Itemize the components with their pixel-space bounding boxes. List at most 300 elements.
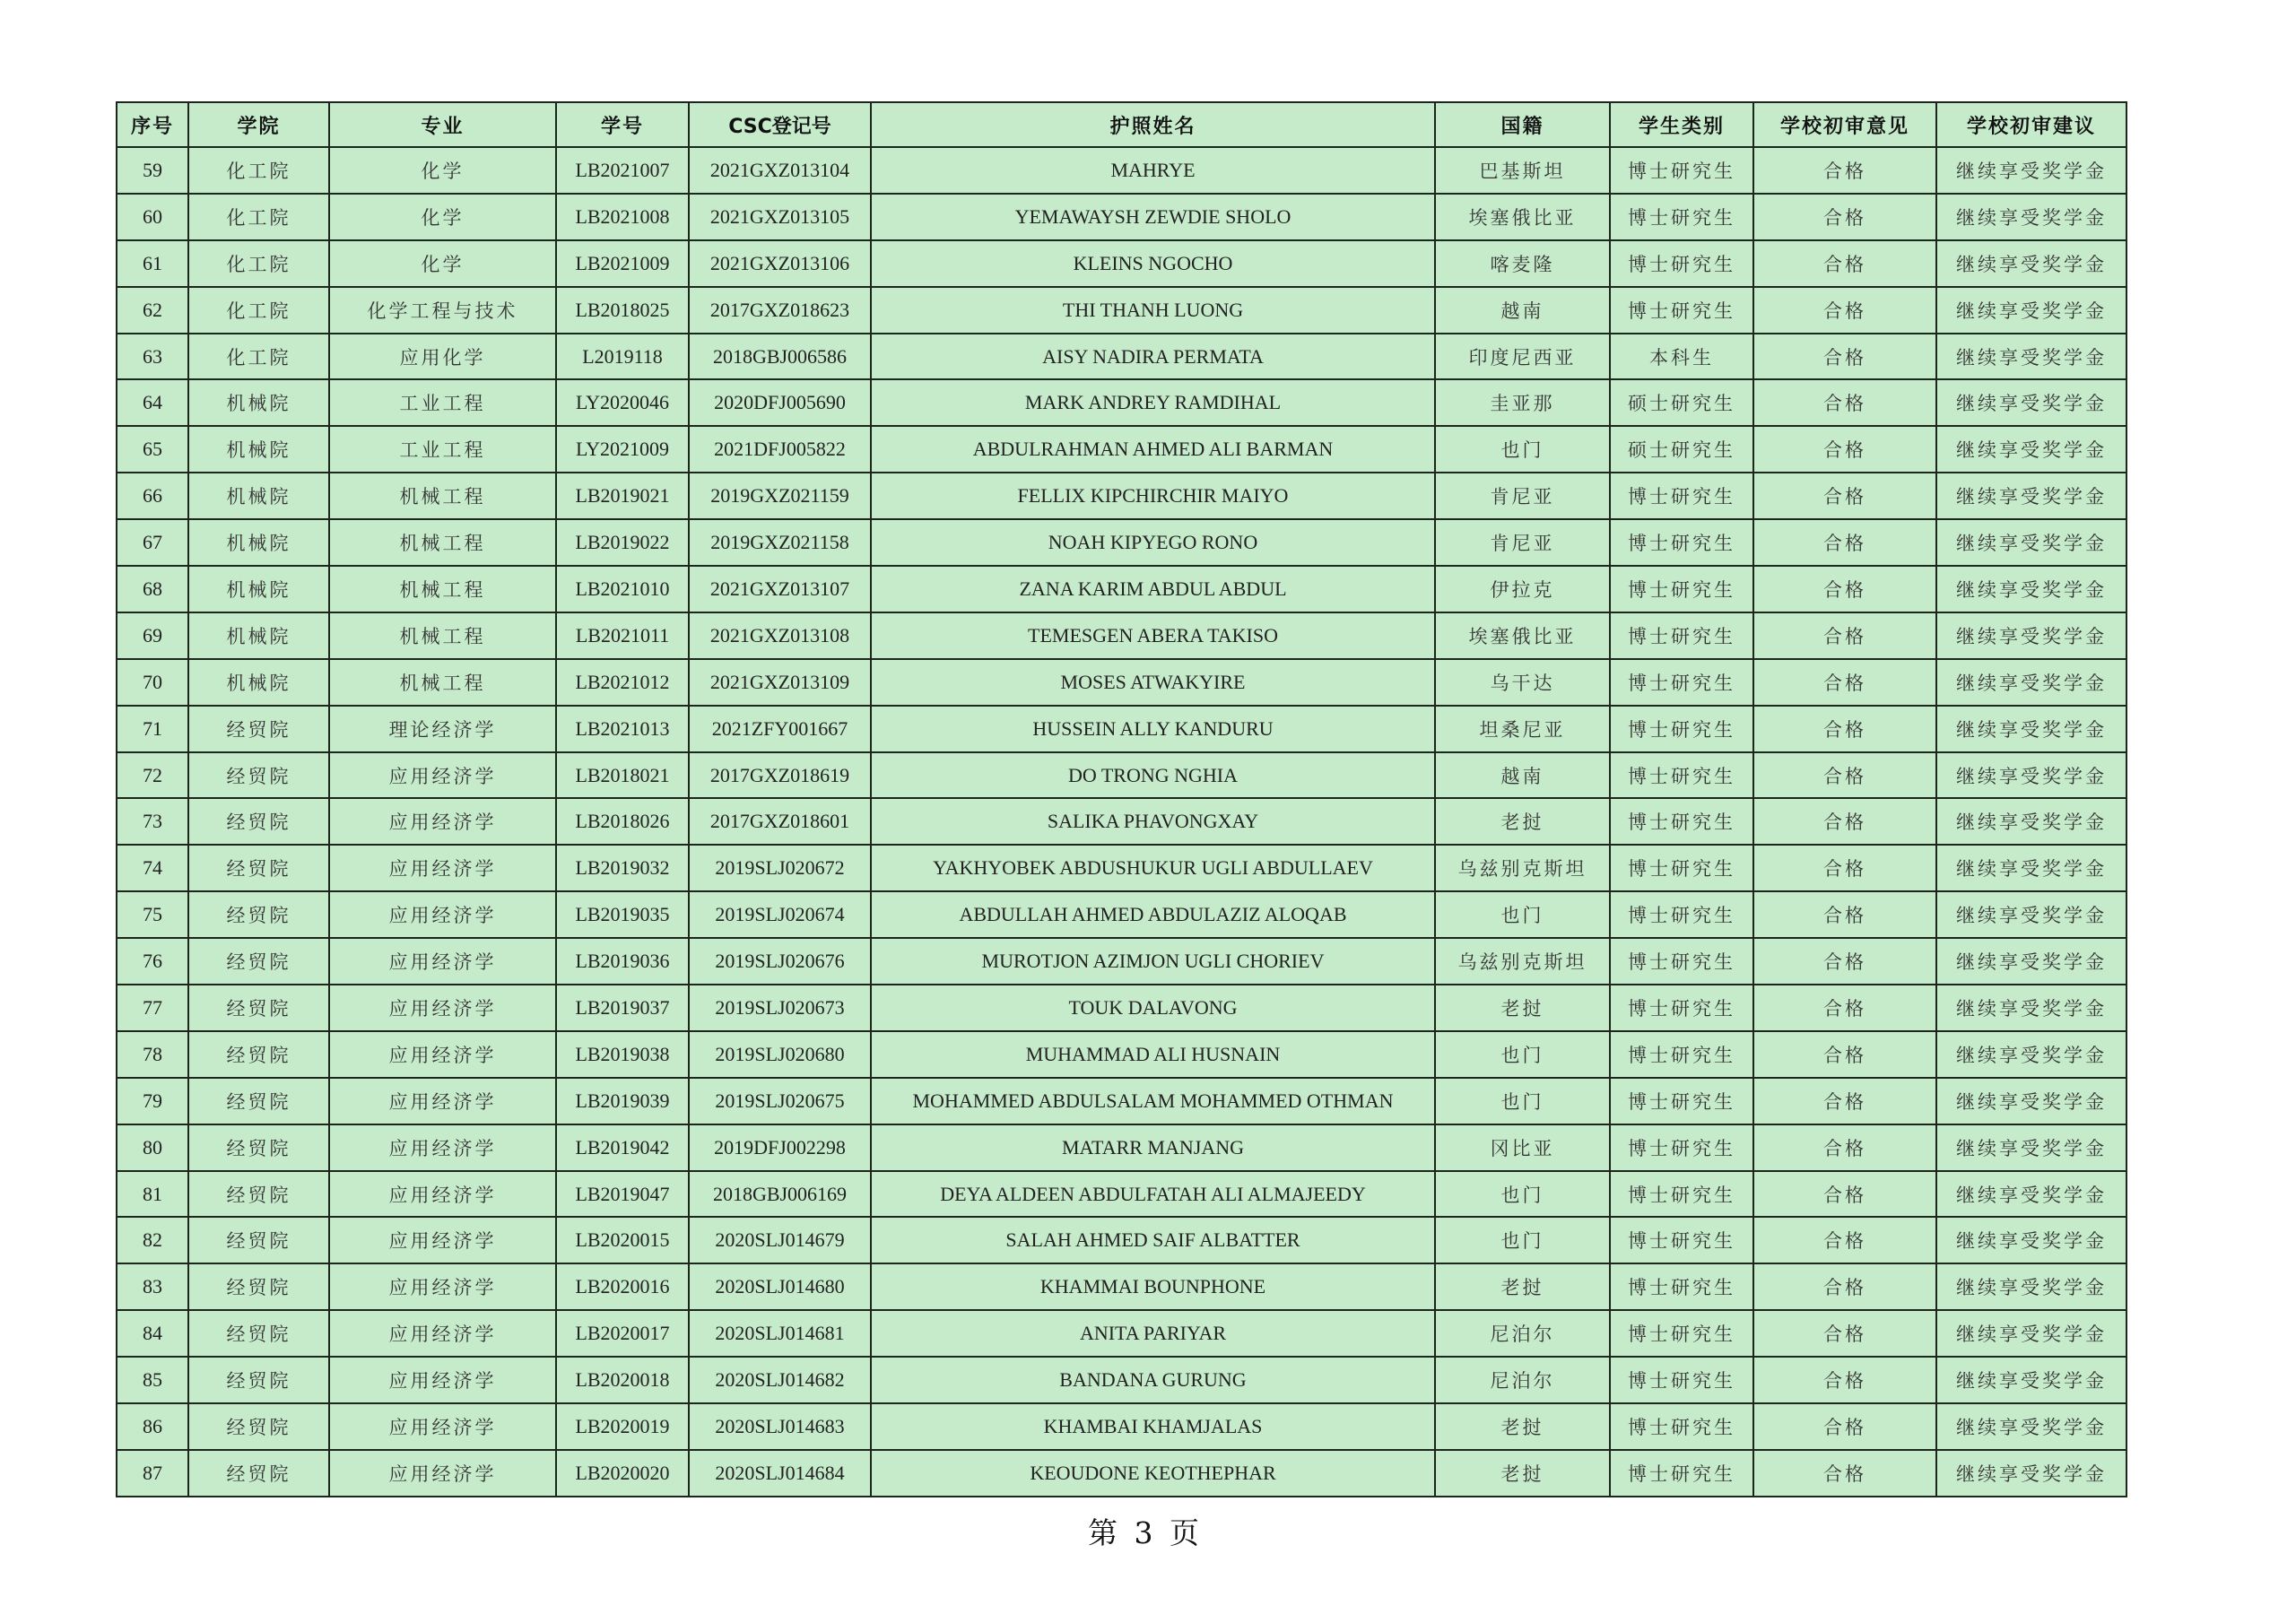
student-category-cell: 硕士研究生	[1610, 426, 1753, 473]
review-suggestion-cell: 继续享受奖学金	[1936, 1217, 2126, 1263]
review-opinion-cell: 合格	[1753, 287, 1936, 334]
table-row	[117, 147, 2126, 194]
student-category-cell: 博士研究生	[1610, 566, 1753, 612]
header-passport-name: 护照姓名	[871, 102, 1435, 147]
nationality-cell: 越南	[1435, 287, 1610, 334]
nationality-cell: 喀麦隆	[1435, 240, 1610, 287]
nationality-cell: 也门	[1435, 1078, 1610, 1124]
passport-name-cell: THI THANH LUONG	[871, 287, 1435, 334]
review-suggestion-cell: 继续享受奖学金	[1936, 1124, 2126, 1171]
table-row	[117, 1403, 2126, 1450]
csc-number-cell: 2019SLJ020674	[689, 891, 871, 938]
table-row	[117, 240, 2126, 287]
student-id-cell: LB2019038	[556, 1031, 689, 1078]
student-id-cell: LB2020020	[556, 1450, 689, 1497]
student-category-cell: 博士研究生	[1610, 938, 1753, 985]
serial-number-cell: 61	[117, 240, 188, 287]
passport-name-cell: FELLIX KIPCHIRCHIR MAIYO	[871, 473, 1435, 519]
student-category-cell: 博士研究生	[1610, 1124, 1753, 1171]
page-number-text: 第 3 页	[1088, 1515, 1199, 1550]
student-id-cell: LB2019037	[556, 985, 689, 1031]
passport-name-cell: DEYA ALDEEN ABDULFATAH ALI ALMAJEEDY	[871, 1171, 1435, 1218]
table-row	[117, 659, 2126, 706]
student-id-cell: LB2019042	[556, 1124, 689, 1171]
nationality-cell: 印度尼西亚	[1435, 334, 1610, 380]
review-opinion-cell: 合格	[1753, 194, 1936, 240]
nationality-cell: 老挝	[1435, 1403, 1610, 1450]
nationality-cell: 伊拉克	[1435, 566, 1610, 612]
review-suggestion-cell: 继续享受奖学金	[1936, 1357, 2126, 1403]
college-cell: 经贸院	[188, 1078, 329, 1124]
review-opinion-cell: 合格	[1753, 1031, 1936, 1078]
review-suggestion-cell: 继续享受奖学金	[1936, 1450, 2126, 1497]
passport-name-cell: ANITA PARIYAR	[871, 1310, 1435, 1357]
header-major: 专业	[329, 102, 556, 147]
table-row	[117, 566, 2126, 612]
college-cell: 机械院	[188, 659, 329, 706]
review-suggestion-cell: 继续享受奖学金	[1936, 1263, 2126, 1310]
college-cell: 化工院	[188, 194, 329, 240]
csc-number-cell: 2020SLJ014680	[689, 1263, 871, 1310]
nationality-cell: 也门	[1435, 1171, 1610, 1218]
review-opinion-cell: 合格	[1753, 798, 1936, 845]
college-cell: 经贸院	[188, 798, 329, 845]
major-cell: 工业工程	[329, 426, 556, 473]
serial-number-cell: 82	[117, 1217, 188, 1263]
passport-name-cell: KHAMBAI KHAMJALAS	[871, 1403, 1435, 1450]
nationality-cell: 老挝	[1435, 798, 1610, 845]
serial-number-cell: 67	[117, 519, 188, 566]
review-opinion-cell: 合格	[1753, 240, 1936, 287]
csc-number-cell: 2019SLJ020673	[689, 985, 871, 1031]
major-cell: 应用经济学	[329, 938, 556, 985]
nationality-cell: 乌干达	[1435, 659, 1610, 706]
student-id-cell: LB2021011	[556, 612, 689, 659]
review-opinion-cell: 合格	[1753, 1403, 1936, 1450]
header-initial-review-suggestion: 学校初审建议	[1936, 102, 2126, 147]
major-cell: 应用经济学	[329, 1217, 556, 1263]
nationality-cell: 老挝	[1435, 985, 1610, 1031]
major-cell: 应用经济学	[329, 798, 556, 845]
passport-name-cell: ABDULRAHMAN AHMED ALI BARMAN	[871, 426, 1435, 473]
major-cell: 机械工程	[329, 519, 556, 566]
student-id-cell: LB2021009	[556, 240, 689, 287]
review-suggestion-cell: 继续享受奖学金	[1936, 1310, 2126, 1357]
student-category-cell: 博士研究生	[1610, 659, 1753, 706]
student-category-cell: 博士研究生	[1610, 147, 1753, 194]
student-category-cell: 博士研究生	[1610, 194, 1753, 240]
college-cell: 机械院	[188, 379, 329, 426]
review-opinion-cell: 合格	[1753, 612, 1936, 659]
review-suggestion-cell: 继续享受奖学金	[1936, 1403, 2126, 1450]
student-id-cell: LB2018026	[556, 798, 689, 845]
major-cell: 应用经济学	[329, 845, 556, 891]
student-category-cell: 博士研究生	[1610, 287, 1753, 334]
student-category-cell: 博士研究生	[1610, 240, 1753, 287]
serial-number-cell: 66	[117, 473, 188, 519]
major-cell: 化学	[329, 240, 556, 287]
student-id-cell: LB2019036	[556, 938, 689, 985]
passport-name-cell: SALAH AHMED SAIF ALBATTER	[871, 1217, 1435, 1263]
nationality-cell: 乌兹别克斯坦	[1435, 845, 1610, 891]
csc-number-cell: 2020SLJ014682	[689, 1357, 871, 1403]
table-row	[117, 426, 2126, 473]
review-opinion-cell: 合格	[1753, 334, 1936, 380]
student-category-cell: 博士研究生	[1610, 1310, 1753, 1357]
college-cell: 经贸院	[188, 845, 329, 891]
header-csc-number: CSC登记号	[689, 102, 871, 147]
table-body	[117, 147, 2126, 1497]
review-suggestion-cell: 继续享受奖学金	[1936, 240, 2126, 287]
serial-number-cell: 79	[117, 1078, 188, 1124]
review-opinion-cell: 合格	[1753, 1357, 1936, 1403]
student-category-cell: 博士研究生	[1610, 1263, 1753, 1310]
student-category-cell: 博士研究生	[1610, 1450, 1753, 1497]
major-cell: 应用经济学	[329, 1031, 556, 1078]
review-opinion-cell: 合格	[1753, 845, 1936, 891]
student-category-cell: 博士研究生	[1610, 845, 1753, 891]
passport-name-cell: BANDANA GURUNG	[871, 1357, 1435, 1403]
review-suggestion-cell: 继续享受奖学金	[1936, 379, 2126, 426]
college-cell: 经贸院	[188, 1217, 329, 1263]
table-row	[117, 1078, 2126, 1124]
nationality-cell: 也门	[1435, 426, 1610, 473]
review-suggestion-cell: 继续享受奖学金	[1936, 612, 2126, 659]
table-row	[117, 1310, 2126, 1357]
csc-number-cell: 2019GXZ021158	[689, 519, 871, 566]
passport-name-cell: KHAMMAI BOUNPHONE	[871, 1263, 1435, 1310]
student-id-cell: LB2019039	[556, 1078, 689, 1124]
review-suggestion-cell: 继续享受奖学金	[1936, 147, 2126, 194]
passport-name-cell: MUROTJON AZIMJON UGLI CHORIEV	[871, 938, 1435, 985]
passport-name-cell: AISY NADIRA PERMATA	[871, 334, 1435, 380]
review-opinion-cell: 合格	[1753, 426, 1936, 473]
review-opinion-cell: 合格	[1753, 891, 1936, 938]
csc-number-cell: 2021GXZ013105	[689, 194, 871, 240]
major-cell: 应用经济学	[329, 752, 556, 799]
nationality-cell: 肯尼亚	[1435, 519, 1610, 566]
review-opinion-cell: 合格	[1753, 1078, 1936, 1124]
review-suggestion-cell: 继续享受奖学金	[1936, 659, 2126, 706]
review-opinion-cell: 合格	[1753, 706, 1936, 752]
review-suggestion-cell: 继续享受奖学金	[1936, 566, 2126, 612]
college-cell: 经贸院	[188, 1171, 329, 1218]
nationality-cell: 尼泊尔	[1435, 1357, 1610, 1403]
table-row	[117, 1124, 2126, 1171]
table-row	[117, 612, 2126, 659]
header-serial-number: 序号	[117, 102, 188, 147]
table-header-row	[117, 102, 2126, 147]
serial-number-cell: 72	[117, 752, 188, 799]
nationality-cell: 尼泊尔	[1435, 1310, 1610, 1357]
nationality-cell: 埃塞俄比亚	[1435, 612, 1610, 659]
nationality-cell: 肯尼亚	[1435, 473, 1610, 519]
csc-number-cell: 2018GBJ006169	[689, 1171, 871, 1218]
csc-number-cell: 2019SLJ020675	[689, 1078, 871, 1124]
student-category-cell: 博士研究生	[1610, 1031, 1753, 1078]
student-category-cell: 博士研究生	[1610, 752, 1753, 799]
passport-name-cell: NOAH KIPYEGO RONO	[871, 519, 1435, 566]
serial-number-cell: 63	[117, 334, 188, 380]
major-cell: 应用经济学	[329, 891, 556, 938]
review-suggestion-cell: 继续享受奖学金	[1936, 287, 2126, 334]
scholarship-review-table	[116, 101, 2127, 1497]
college-cell: 化工院	[188, 287, 329, 334]
table-row	[117, 194, 2126, 240]
csc-number-cell: 2021GXZ013106	[689, 240, 871, 287]
major-cell: 机械工程	[329, 612, 556, 659]
major-cell: 应用经济学	[329, 1078, 556, 1124]
table-row	[117, 1357, 2126, 1403]
nationality-cell: 冈比亚	[1435, 1124, 1610, 1171]
table-row	[117, 1217, 2126, 1263]
nationality-cell: 埃塞俄比亚	[1435, 194, 1610, 240]
review-suggestion-cell: 继续享受奖学金	[1936, 426, 2126, 473]
serial-number-cell: 76	[117, 938, 188, 985]
nationality-cell: 老挝	[1435, 1263, 1610, 1310]
serial-number-cell: 64	[117, 379, 188, 426]
review-opinion-cell: 合格	[1753, 566, 1936, 612]
serial-number-cell: 71	[117, 706, 188, 752]
csc-number-cell: 2017GXZ018619	[689, 752, 871, 799]
table-row	[117, 845, 2126, 891]
review-opinion-cell: 合格	[1753, 1450, 1936, 1497]
student-category-cell: 博士研究生	[1610, 1217, 1753, 1263]
serial-number-cell: 78	[117, 1031, 188, 1078]
serial-number-cell: 84	[117, 1310, 188, 1357]
csc-number-cell: 2019GXZ021159	[689, 473, 871, 519]
major-cell: 应用经济学	[329, 1263, 556, 1310]
major-cell: 应用经济学	[329, 1403, 556, 1450]
student-id-cell: LY2020046	[556, 379, 689, 426]
table-row	[117, 287, 2126, 334]
review-suggestion-cell: 继续享受奖学金	[1936, 519, 2126, 566]
serial-number-cell: 73	[117, 798, 188, 845]
college-cell: 化工院	[188, 147, 329, 194]
header-student-id: 学号	[556, 102, 689, 147]
csc-number-cell: 2021GXZ013108	[689, 612, 871, 659]
table-row	[117, 1450, 2126, 1497]
review-opinion-cell: 合格	[1753, 659, 1936, 706]
header-nationality: 国籍	[1435, 102, 1610, 147]
college-cell: 经贸院	[188, 706, 329, 752]
major-cell: 应用经济学	[329, 1310, 556, 1357]
student-category-cell: 博士研究生	[1610, 985, 1753, 1031]
student-id-cell: LB2018021	[556, 752, 689, 799]
csc-number-cell: 2017GXZ018601	[689, 798, 871, 845]
nationality-cell: 坦桑尼亚	[1435, 706, 1610, 752]
header-student-category: 学生类别	[1610, 102, 1753, 147]
passport-name-cell: ABDULLAH AHMED ABDULAZIZ ALOQAB	[871, 891, 1435, 938]
passport-name-cell: MARK ANDREY RAMDIHAL	[871, 379, 1435, 426]
student-id-cell: LB2021007	[556, 147, 689, 194]
serial-number-cell: 62	[117, 287, 188, 334]
review-opinion-cell: 合格	[1753, 1310, 1936, 1357]
serial-number-cell: 65	[117, 426, 188, 473]
csc-number-cell: 2021GXZ013104	[689, 147, 871, 194]
student-category-cell: 博士研究生	[1610, 1171, 1753, 1218]
nationality-cell: 也门	[1435, 891, 1610, 938]
student-id-cell: LB2020018	[556, 1357, 689, 1403]
csc-number-cell: 2019SLJ020672	[689, 845, 871, 891]
review-suggestion-cell: 继续享受奖学金	[1936, 798, 2126, 845]
passport-name-cell: DO TRONG NGHIA	[871, 752, 1435, 799]
student-id-cell: LB2021013	[556, 706, 689, 752]
nationality-cell: 老挝	[1435, 1450, 1610, 1497]
review-opinion-cell: 合格	[1753, 1263, 1936, 1310]
review-opinion-cell: 合格	[1753, 985, 1936, 1031]
review-suggestion-cell: 继续享受奖学金	[1936, 752, 2126, 799]
student-category-cell: 博士研究生	[1610, 706, 1753, 752]
student-category-cell: 博士研究生	[1610, 891, 1753, 938]
csc-number-cell: 2021GXZ013109	[689, 659, 871, 706]
review-suggestion-cell: 继续享受奖学金	[1936, 985, 2126, 1031]
review-suggestion-cell: 继续享受奖学金	[1936, 845, 2126, 891]
college-cell: 化工院	[188, 334, 329, 380]
college-cell: 经贸院	[188, 1124, 329, 1171]
student-id-cell: LB2021010	[556, 566, 689, 612]
student-category-cell: 博士研究生	[1610, 519, 1753, 566]
serial-number-cell: 87	[117, 1450, 188, 1497]
table-row	[117, 752, 2126, 799]
passport-name-cell: MAHRYE	[871, 147, 1435, 194]
college-cell: 机械院	[188, 473, 329, 519]
review-opinion-cell: 合格	[1753, 473, 1936, 519]
serial-number-cell: 77	[117, 985, 188, 1031]
table-row	[117, 1031, 2126, 1078]
table-row	[117, 985, 2126, 1031]
csc-number-cell: 2019SLJ020680	[689, 1031, 871, 1078]
nationality-cell: 乌兹别克斯坦	[1435, 938, 1610, 985]
major-cell: 机械工程	[329, 566, 556, 612]
college-cell: 机械院	[188, 426, 329, 473]
table-row	[117, 519, 2126, 566]
major-cell: 机械工程	[329, 473, 556, 519]
college-cell: 经贸院	[188, 1450, 329, 1497]
student-category-cell: 博士研究生	[1610, 798, 1753, 845]
table-row	[117, 938, 2126, 985]
serial-number-cell: 75	[117, 891, 188, 938]
review-suggestion-cell: 继续享受奖学金	[1936, 1078, 2126, 1124]
student-category-cell: 博士研究生	[1610, 473, 1753, 519]
table-row	[117, 1263, 2126, 1310]
serial-number-cell: 68	[117, 566, 188, 612]
csc-number-cell: 2019DFJ002298	[689, 1124, 871, 1171]
review-opinion-cell: 合格	[1753, 519, 1936, 566]
student-id-cell: LB2021008	[556, 194, 689, 240]
student-id-cell: LB2020016	[556, 1263, 689, 1310]
review-suggestion-cell: 继续享受奖学金	[1936, 1031, 2126, 1078]
serial-number-cell: 70	[117, 659, 188, 706]
header-initial-review-opinion: 学校初审意见	[1753, 102, 1936, 147]
nationality-cell: 巴基斯坦	[1435, 147, 1610, 194]
student-id-cell: LB2019021	[556, 473, 689, 519]
csc-number-cell: 2021ZFY001667	[689, 706, 871, 752]
major-cell: 理论经济学	[329, 706, 556, 752]
csc-number-cell: 2020SLJ014683	[689, 1403, 871, 1450]
student-category-cell: 博士研究生	[1610, 1078, 1753, 1124]
review-suggestion-cell: 继续享受奖学金	[1936, 938, 2126, 985]
csc-number-cell: 2020SLJ014684	[689, 1450, 871, 1497]
student-category-cell: 博士研究生	[1610, 612, 1753, 659]
csc-number-cell: 2021GXZ013107	[689, 566, 871, 612]
review-opinion-cell: 合格	[1753, 1171, 1936, 1218]
table-row	[117, 379, 2126, 426]
nationality-cell: 也门	[1435, 1031, 1610, 1078]
student-id-cell: LB2020015	[556, 1217, 689, 1263]
csc-number-cell: 2020SLJ014681	[689, 1310, 871, 1357]
csc-number-cell: 2020SLJ014679	[689, 1217, 871, 1263]
passport-name-cell: MOSES ATWAKYIRE	[871, 659, 1435, 706]
student-id-cell: LB2019022	[556, 519, 689, 566]
passport-name-cell: ZANA KARIM ABDUL ABDUL	[871, 566, 1435, 612]
college-cell: 经贸院	[188, 1031, 329, 1078]
review-opinion-cell: 合格	[1753, 1124, 1936, 1171]
major-cell: 应用经济学	[329, 1171, 556, 1218]
student-id-cell: LY2021009	[556, 426, 689, 473]
passport-name-cell: MATARR MANJANG	[871, 1124, 1435, 1171]
major-cell: 应用经济学	[329, 985, 556, 1031]
passport-name-cell: TEMESGEN ABERA TAKISO	[871, 612, 1435, 659]
review-suggestion-cell: 继续享受奖学金	[1936, 473, 2126, 519]
serial-number-cell: 85	[117, 1357, 188, 1403]
table-row	[117, 473, 2126, 519]
college-cell: 经贸院	[188, 752, 329, 799]
passport-name-cell: SALIKA PHAVONGXAY	[871, 798, 1435, 845]
student-category-cell: 博士研究生	[1610, 1403, 1753, 1450]
student-id-cell: LB2019047	[556, 1171, 689, 1218]
review-opinion-cell: 合格	[1753, 752, 1936, 799]
passport-name-cell: YAKHYOBEK ABDUSHUKUR UGLI ABDULLAEV	[871, 845, 1435, 891]
college-cell: 经贸院	[188, 891, 329, 938]
passport-name-cell: KLEINS NGOCHO	[871, 240, 1435, 287]
student-id-cell: LB2019032	[556, 845, 689, 891]
review-suggestion-cell: 继续享受奖学金	[1936, 194, 2126, 240]
student-id-cell: LB2020017	[556, 1310, 689, 1357]
college-cell: 机械院	[188, 519, 329, 566]
review-suggestion-cell: 继续享受奖学金	[1936, 706, 2126, 752]
college-cell: 化工院	[188, 240, 329, 287]
csc-number-cell: 2021DFJ005822	[689, 426, 871, 473]
table-row	[117, 798, 2126, 845]
student-id-cell: LB2020019	[556, 1403, 689, 1450]
major-cell: 应用化学	[329, 334, 556, 380]
csc-number-cell: 2020DFJ005690	[689, 379, 871, 426]
major-cell: 应用经济学	[329, 1450, 556, 1497]
passport-name-cell: YEMAWAYSH ZEWDIE SHOLO	[871, 194, 1435, 240]
serial-number-cell: 86	[117, 1403, 188, 1450]
serial-number-cell: 81	[117, 1171, 188, 1218]
major-cell: 应用经济学	[329, 1124, 556, 1171]
passport-name-cell: KEOUDONE KEOTHEPHAR	[871, 1450, 1435, 1497]
student-id-cell: LB2021012	[556, 659, 689, 706]
passport-name-cell: HUSSEIN ALLY KANDURU	[871, 706, 1435, 752]
csc-number-cell: 2019SLJ020676	[689, 938, 871, 985]
serial-number-cell: 74	[117, 845, 188, 891]
nationality-cell: 越南	[1435, 752, 1610, 799]
major-cell: 化学	[329, 147, 556, 194]
review-opinion-cell: 合格	[1753, 938, 1936, 985]
nationality-cell: 圭亚那	[1435, 379, 1610, 426]
page-number	[0, 1510, 2296, 1552]
college-cell: 经贸院	[188, 985, 329, 1031]
table-row	[117, 706, 2126, 752]
table-row	[117, 891, 2126, 938]
serial-number-cell: 83	[117, 1263, 188, 1310]
serial-number-cell: 59	[117, 147, 188, 194]
college-cell: 经贸院	[188, 1263, 329, 1310]
csc-number-cell: 2018GBJ006586	[689, 334, 871, 380]
